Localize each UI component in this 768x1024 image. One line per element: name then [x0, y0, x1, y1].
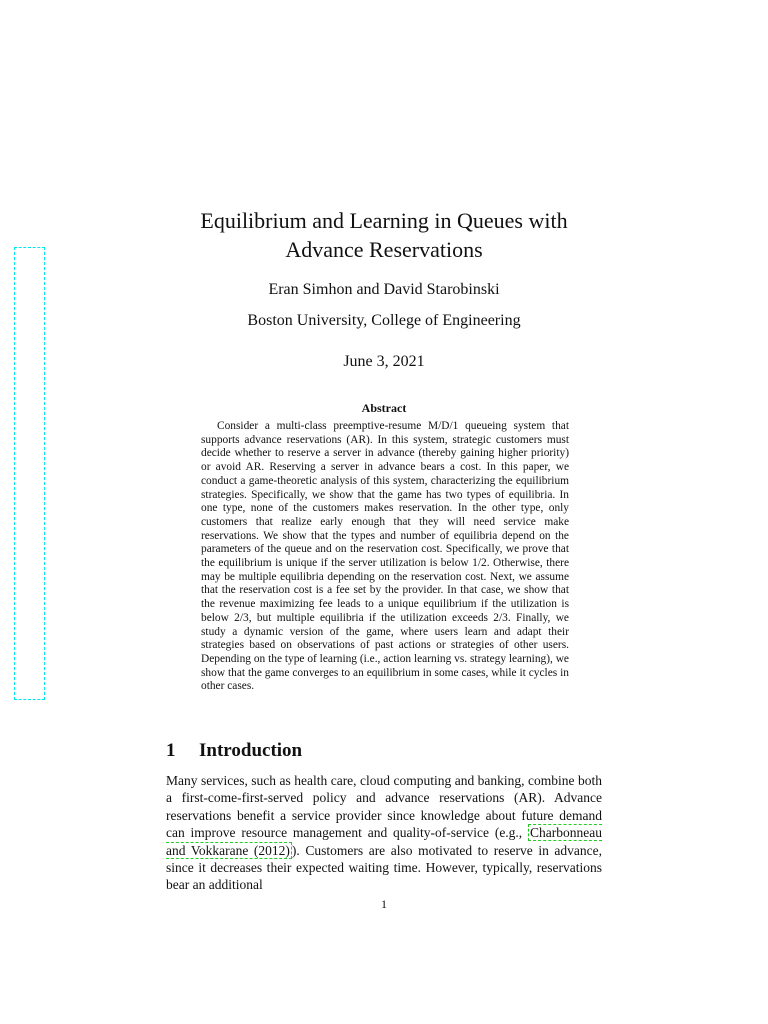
authors: Eran Simhon and David Starobinski: [268, 281, 500, 298]
section-title: Introduction: [199, 740, 303, 761]
section-heading: [166, 740, 302, 762]
abstract-heading: Abstract: [361, 401, 407, 415]
intro-paragraph: [166, 772, 602, 894]
citation-link[interactable]: Charbonneau and Vokkarane (2012): [166, 825, 602, 858]
title-line-1: Equilibrium and Learning in Queues with: [200, 208, 568, 233]
abstract-text: Consider a multi-class preemptive-resume M/D/1 queueing system that supports advance reservations (AR). In this system, strategic customers must decide whether to reserve a server in advance (thereby gaining higher priority) or avoid AR. Reserving a server in advance bears a cost. In this paper, we conduct a game-theoretic analysis of this system, characterizing the equilibrium strategies. Specifically, we show that the game has two types of equilibria. In one type, none of the customers makes reservation. In the other type, only customers that realize early enough that they will need service make reservations. We show that the types and number of equilibria depend on the parameters of the queue and on the reservation cost. Specifically, we prove that the equilibrium is unique if the server utilization is below 1/2. Otherwise, there may be multiple equilibria depending on the reservation cost. Next, we assume that the reservation cost is a fee set by the provider. In that case, we show that the revenue maximizing fee leads to a unique equilibrium if the utilization is below 2/3, but multiple equilibria if the utilization exceeds 2/3. Finally, we study a dynamic version of the game, where users learn and adapt their strategies based on observations of past actions or strategies of other users. Depending on the type of learning (i.e., action learning vs. strategy learning), we show that the game converges to an equilibrium in some cases, while it cycles in other cases.: [201, 420, 569, 693]
intro-text-after: ). Customers are also motivated to reserve in advance, since it decreases their expected waiting time. However, typically, reservations bear an additional: [166, 842, 602, 893]
section-number: 1: [166, 740, 176, 761]
affiliation: Boston University, College of Engineering: [247, 312, 521, 329]
publication-date: June 3, 2021: [343, 353, 425, 370]
paper-title: [0, 206, 768, 264]
title-line-2: Advance Reservations: [285, 237, 483, 262]
page-number: 1: [381, 897, 387, 911]
intro-text-before: Many services, such as health care, cloud computing and banking, combine both a first-come-first-served policy and advance reservations (AR). Advance reservations benefit a service provider since knowledge about future demand can improve resource management and quality-of-service (e.g.,: [166, 773, 602, 841]
